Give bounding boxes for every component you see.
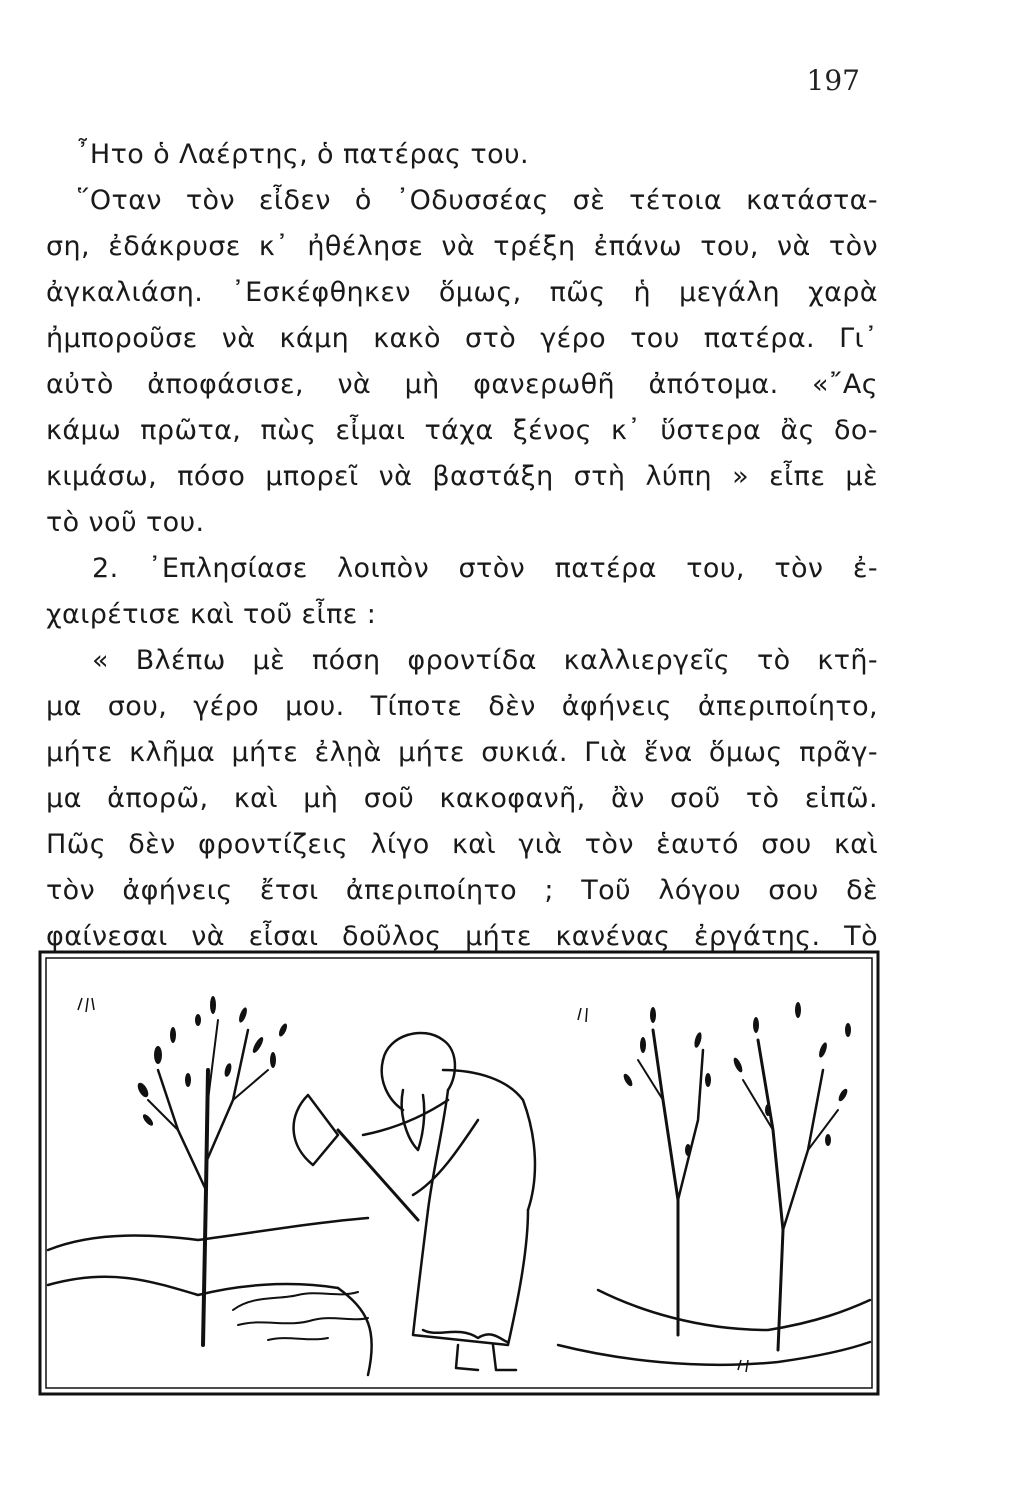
grass-tufts: [78, 998, 748, 1372]
text-line: ῞Οταν τὸν εἶδεν ὁ ᾿Οδυσσέας σὲ τέτοια κατάστα-: [76, 185, 878, 216]
text-line: μα σου, γέρο μου. Τίποτε δὲν ἀφήνεις ἀπεριποίητο,: [46, 691, 878, 722]
illustration-old-man-digging: [38, 950, 880, 1396]
text-line: χαιρέτισε καὶ τοῦ εἶπε :: [46, 599, 377, 630]
text-line: « Βλέπω μὲ πόση φροντίδα καλλιεργεῖς τὸ κτῆ-: [92, 645, 878, 676]
text-line: ἀγκαλιάση. ᾿Εσκέφθηκεν ὅμως, πῶς ἡ μεγάλη χαρὰ: [46, 277, 878, 308]
page-number: 197: [806, 64, 860, 97]
illustration-frame: [40, 952, 878, 1394]
text-line: ῏Ητο ὁ Λαέρτης, ὁ πατέρας του.: [76, 139, 529, 170]
axe-head: [294, 1095, 338, 1165]
text-line: κιμάσω, πόσο μπορεῖ νὰ βαστάξη στὴ λύπη » εἶπε μὲ: [46, 461, 878, 492]
dug-earth: [233, 1292, 368, 1340]
text-line: τὸ νοῦ του.: [46, 507, 205, 538]
text-line: κάμω πρῶτα, πὼς εἶμαι τάχα ξένος κ᾿ ὕστερα ἂς δο-: [46, 415, 878, 446]
text-line: μα ἀπορῶ, καὶ μὴ σοῦ κακοφανῆ, ἂν σοῦ τὸ εἰπῶ.: [46, 783, 878, 814]
text-line: Πῶς δὲν φροντίζεις λίγο καὶ γιὰ τὸν ἑαυτό σου καὶ: [46, 829, 878, 860]
body-text: [46, 132, 878, 960]
text-line: φαίνεσαι νὰ εἶσαι δοῦλος μήτε κανένας ἐργάτης. Τὸ: [46, 921, 878, 952]
left-tree: [148, 1020, 268, 1345]
text-line: ση, ἐδάκρυσε κ᾿ ἠθέλησε νὰ τρέξη ἐπάνω του, νὰ τὸν: [46, 231, 878, 262]
text-line: 2. ᾿Επλησίασε λοιπὸν στὸν πατέρα του, τὸν ἐ-: [92, 553, 878, 584]
right-trees-leaves: [622, 1002, 851, 1156]
text-line: αὐτὸ ἀποφάσισε, νὰ μὴ φανερωθῆ ἀπότομα. «῎Ας: [46, 369, 878, 400]
text-line: μήτε κλῆμα μήτε ἐλῃὰ μήτε συκιά. Γιὰ ἕνα ὅμως πρᾶγ-: [46, 737, 878, 768]
text-line: ἠμποροῦσε νὰ κάμη κακὸ στὸ γέρο του πατέρα. Γι᾿: [46, 323, 878, 354]
right-trees: [638, 1030, 838, 1350]
garden-path: [48, 1218, 870, 1375]
text-line: τὸν ἀφήνεις ἔτσι ἀπεριποίητο ; Τοῦ λόγου σου δὲ: [46, 875, 878, 906]
